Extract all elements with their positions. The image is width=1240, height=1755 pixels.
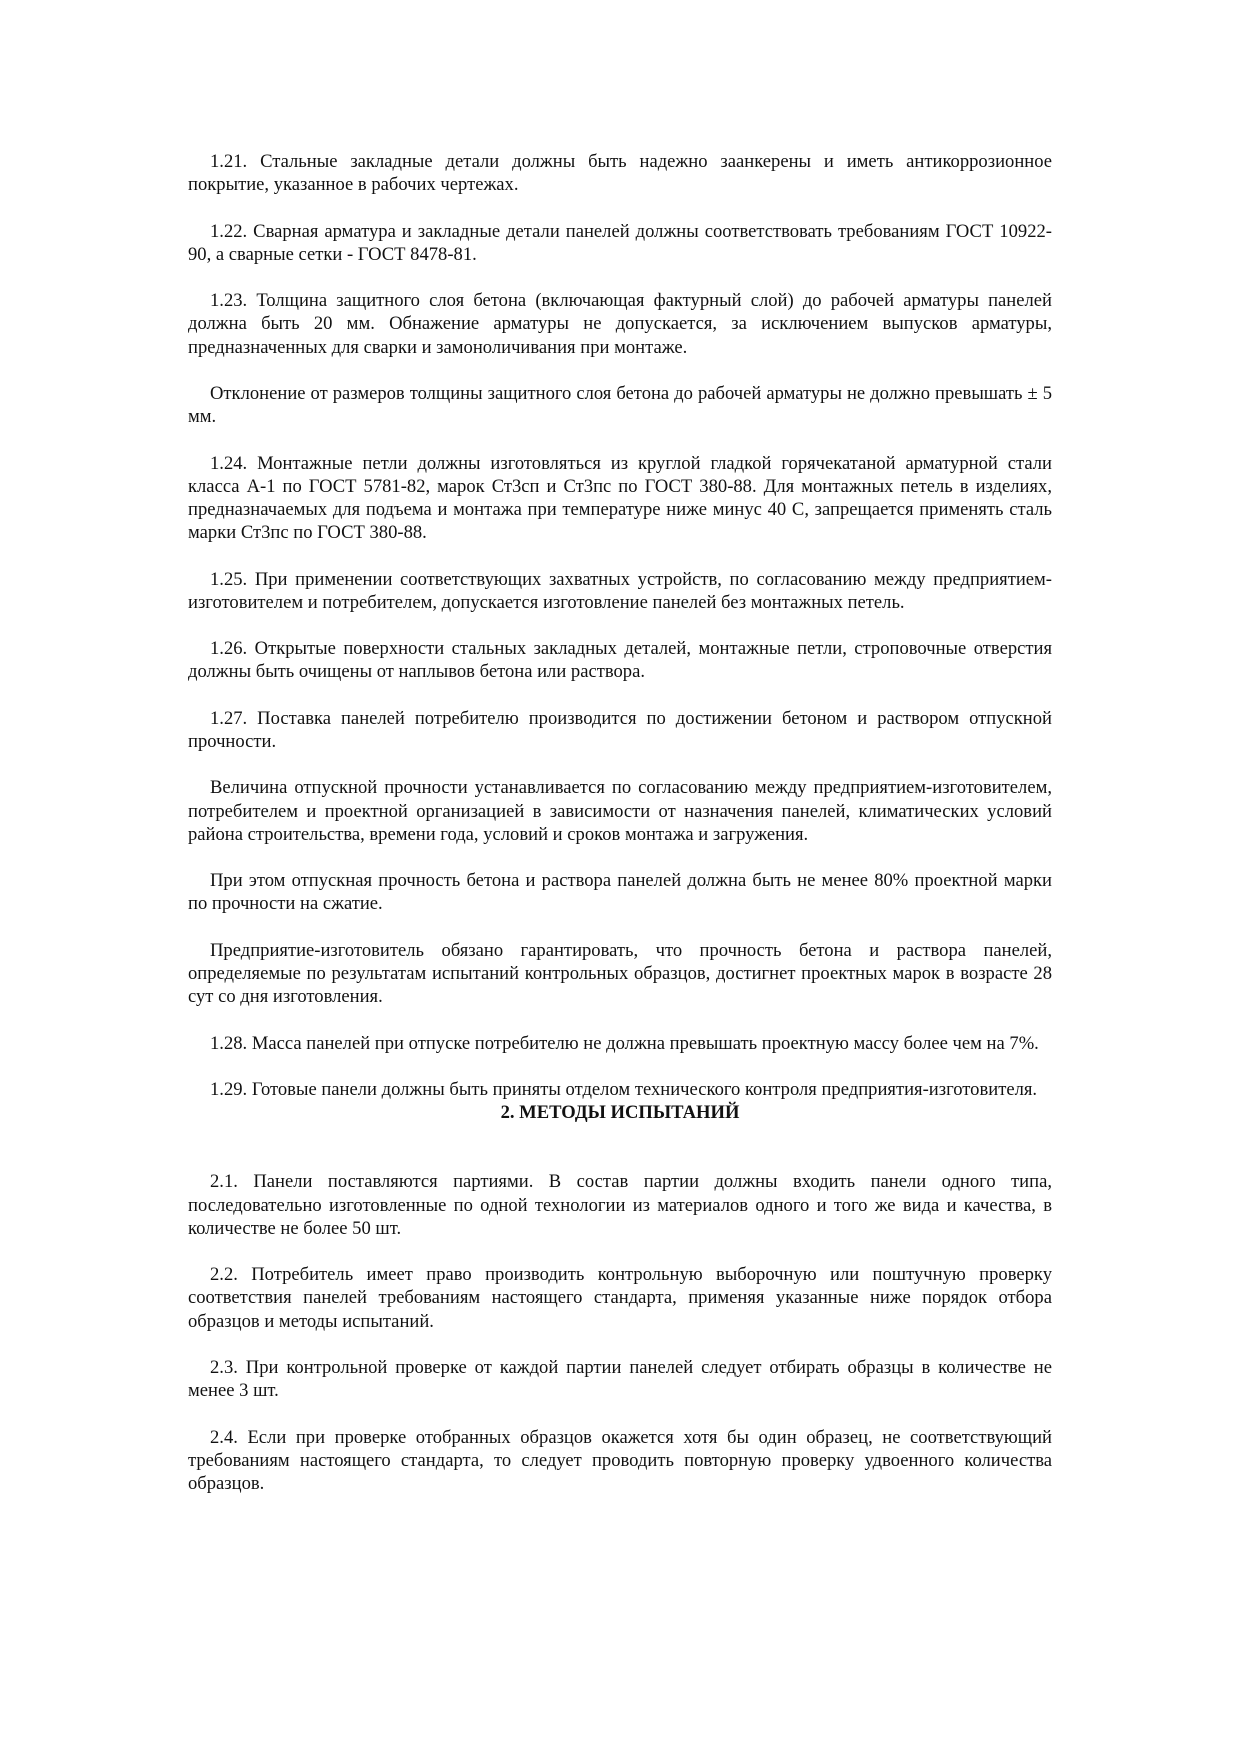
- paragraph-2-1: 2.1. Панели поставляются партиями. В состав партии должны входить панели одного типа, последовательно изготовленные по одной технологии из материалов одного и того же вида и качества, в количестве не более 50 шт.: [188, 1171, 1052, 1239]
- document-page: [188, 150, 1052, 1518]
- paragraph-2-4: 2.4. Если при проверке отобранных образцов окажется хотя бы один образец, не соответствующий требованиям настоящего стандарта, то следует проводить повторную проверку удвоенного количества образцов.: [188, 1426, 1052, 1494]
- paragraph-2-3: 2.3. При контрольной проверке от каждой партии панелей следует отбирать образцы в количестве не менее 3 шт.: [188, 1356, 1052, 1402]
- paragraph-1-27-strength-agreement: Величина отпускной прочности устанавливается по согласованию между предприятием-изготовителем, потребителем и проектной организацией в зависимости от назначения панелей, климатических условий района строительства, времени года, условий и сроков монтажа и загружения.: [188, 777, 1052, 845]
- paragraph-1-24: 1.24. Монтажные петли должны изготовляться из круглой гладкой горячекатаной арматурной стали класса А-1 по ГОСТ 5781-82, марок Ст3сп и Ст3пс по ГОСТ 380-88. Для монтажных петель в изделиях, предназначаемых для подъема и монтажа при температуре ниже минус 40 С, запрещается применять сталь марки Ст3пс по ГОСТ 380-88.: [188, 452, 1052, 544]
- paragraph-1-25: 1.25. При применении соответствующих захватных устройств, по согласованию между предприятием-изготовителем и потребителем, допускается изготовление панелей без монтажных петель.: [188, 568, 1052, 613]
- section-heading-test-methods: 2. МЕТОДЫ ИСПЫТАНИЙ: [500, 1102, 740, 1124]
- paragraph-1-22: 1.22. Сварная арматура и закладные детали панелей должны соответствовать требованиям ГОСТ 10922-90, а сварные сетки - ГОСТ 8478-81.: [188, 220, 1052, 265]
- paragraph-1-28: 1.28. Масса панелей при отпуске потребителю не должна превышать проектную массу более чем на 7%.: [210, 1032, 1039, 1054]
- paragraph-1-27: 1.27. Поставка панелей потребителю производится по достижении бетоном и раствором отпускной прочности.: [188, 707, 1052, 752]
- paragraph-1-29: 1.29. Готовые панели должны быть приняты отделом технического контроля предприятия-изготовителя.: [210, 1078, 1038, 1100]
- paragraph-1-27-strength-min: При этом отпускная прочность бетона и раствора панелей должна быть не менее 80% проектной марки по прочности на сжатие.: [188, 870, 1052, 915]
- paragraph-1-26: 1.26. Открытые поверхности стальных закладных деталей, монтажные петли, строповочные отверстия должны быть очищены от наплывов бетона или раствора.: [188, 638, 1052, 683]
- paragraph-1-27-guarantee: Предприятие-изготовитель обязано гарантировать, что прочность бетона и раствора панелей, определяемые по результатам испытаний контрольных образцов, достигнет проектных марок в возрасте 28 сут со дня изготовления.: [188, 939, 1052, 1008]
- paragraph-1-23-deviation: Отклонение от размеров толщины защитного слоя бетона до рабочей арматуры не должно превышать ± 5 мм.: [188, 382, 1052, 428]
- paragraph-1-21: 1.21. Стальные закладные детали должны быть надежно заанкерены и иметь антикоррозионное покрытие, указанное в рабочих чертежах.: [188, 151, 1052, 196]
- paragraph-1-23: 1.23. Толщина защитного слоя бетона (включающая фактурный слой) до рабочей арматуры панелей должна быть 20 мм. Обнажение арматуры не допускается, за исключением выпусков арматуры, предназначенных для сварки и замоноличивания при монтаже.: [188, 290, 1052, 358]
- paragraph-2-2: 2.2. Потребитель имеет право производить контрольную выборочную или поштучную проверку соответствия панелей требованиям настоящего стандарта, применяя указанные ниже порядок отбора образцов и методы испытаний.: [188, 1264, 1052, 1332]
